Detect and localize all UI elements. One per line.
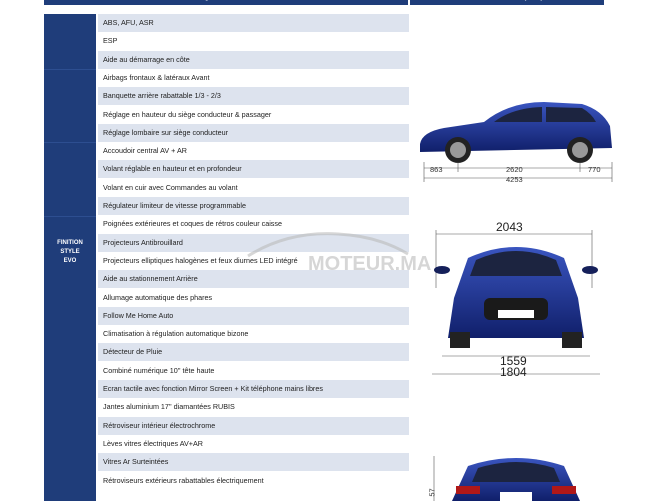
equipement-row: Projecteurs Antibrouillard [98,234,409,252]
equipement-row: Ecran tactile avec fonction Mirror Screen + Kit téléphone mains libres [98,380,409,398]
equipement-row: ESP [98,32,409,50]
dim-width: 1804 [500,365,527,379]
equipement-row: Banquette arrière rabattable 1/3 - 2/3 [98,87,409,105]
dim-track-front: 1559 [500,354,527,368]
equipement-row: Lèves vitres électriques AV+AR [98,435,409,453]
dim-overhang-rear: 770 [588,165,601,174]
car-rear-view [428,446,604,501]
equipement-row: Jantes aluminium 17'' diamantées RUBIS [98,398,409,416]
moteur-watermark-logo [238,226,432,276]
dim-overhang-front: 863 [430,165,443,174]
equipement-row: Projecteurs elliptiques halogènes et feux diurnes LED intégré [98,252,409,270]
equipement-row: Aide au stationnement Arrière [98,270,409,288]
finition-label: FINITION STYLE EVO [57,240,83,264]
equipement-row: ABS, AFU, ASR [98,14,409,32]
equipement-row: Poignées extérieures et coques de rétros couleur caisse [98,215,409,233]
equipement-row: Allumage automatique des phares [98,289,409,307]
equipement-row: Climatisation à régulation automatique bizone [98,325,409,343]
equipement-row: Vitres Ar Surteintées [98,453,409,471]
equipement-row: Rétroviseurs extérieurs rabattables électriquement [98,472,409,490]
dimensions-header [410,0,604,5]
equipement-row: Rétroviseur intérieur électrochrome [98,417,409,435]
equipement-row: Airbags frontaux & latéraux Avant [98,69,409,87]
dim-wheelbase: 2620 [506,165,523,174]
dim-length: 4253 [506,175,523,184]
equipement-row: Aide au démarrage en côte [98,51,409,69]
equipement-row: Régulateur limiteur de vitesse programmable [98,197,409,215]
equipement-row: Accoudoir central AV + AR [98,142,409,160]
dim-height-partial: 57 [427,488,437,497]
equipement-row: Volant réglable en hauteur et en profondeur [98,160,409,178]
equipements-header [44,0,408,5]
equipement-row: Réglage lombaire sur siège conducteur [98,124,409,142]
equipement-row: Follow Me Home Auto [98,307,409,325]
svg-text:MOTEUR.MA: MOTEUR.MA [308,253,432,275]
dim-width-mirrors: 2043 [496,220,523,234]
equipement-row: Volant en cuir avec Commandes au volant [98,179,409,197]
equipement-row: Détecteur de Pluie [98,343,409,361]
equipement-row: Combiné numérique 10'' tête haute [98,362,409,380]
equipement-row: Réglage en hauteur du siège conducteur & passager [98,106,409,124]
